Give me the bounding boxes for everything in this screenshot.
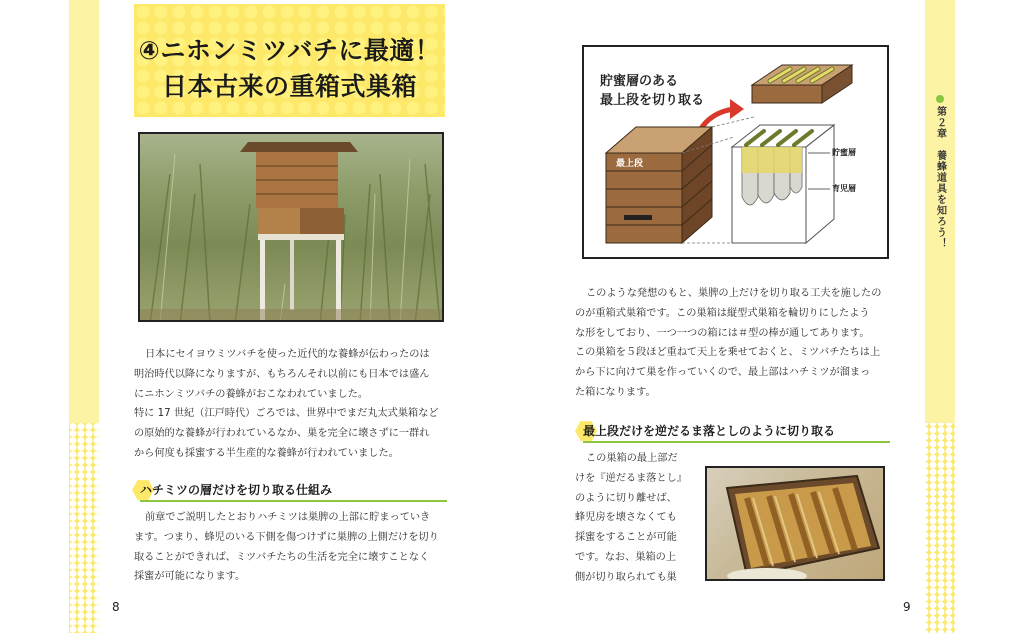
page-number-right: 9 [903,600,911,614]
text-line: のように切り離せば、 [575,492,677,504]
text-line: な形をしており、一つ一つの箱には＃型の棒が通してあります。 [575,327,870,339]
beehive-photo [138,132,444,322]
section-rule [140,500,447,502]
title-block [134,4,445,117]
text-line: た箱になります。 [575,386,656,398]
text-line: のが重箱式巣箱です。この巣箱は縦型式巣箱を輪切りにしたよう [575,307,870,319]
title-line-1: ④ニホンミツバチに最適！ [138,36,441,65]
right-intro-text [575,284,881,403]
section-title: ハチミツの層だけを切り取る仕組み [140,483,333,497]
left-intro-text [134,345,439,464]
text-line: 日本にセイヨウミツバチを使った近代的な養蜂が伝わったのは [145,349,430,360]
honeycomb-photo [705,466,885,581]
cutaway-box [732,125,856,243]
text-line: けを『逆だるま落とし』 [575,472,688,484]
right-section-text [575,449,687,588]
left-section-text [134,508,439,587]
box-label: 最上段 [616,159,644,169]
text-line: 蜂児房を壊さなくても [575,512,677,524]
page-number-left: 8 [112,600,120,614]
section-rule [583,441,890,443]
text-line: にニホンミツバチの養蜂がおこなわれていました。 [134,388,369,400]
text-line: から何度も採蜜する半生産的な養蜂が行われていました。 [134,447,399,459]
hive-diagram [582,45,889,259]
removed-top-box [752,65,852,103]
honey-layer-label: 貯蜜層 [832,148,856,157]
section-heading-left [132,479,447,501]
brood-layer-label: 育児層 [832,184,856,193]
diagram-callout-2: 最上段を切り取る [600,93,705,108]
text-line: ます。つまり、蜂児のいる下側を傷つけずに巣脾の上側だけを切り [134,531,439,543]
text-line: 特に 17 世紀（江戸時代）ごろでは、世界中でまだ丸太式巣箱など [134,408,439,420]
chapter-title: 第２章 養蜂道具を知ろう！ [934,106,946,249]
title-line-2: 日本古来の重箱式巣箱 [161,72,417,101]
honeycomb-pattern [69,423,99,633]
diagram-callout-1: 貯蜜層のある [600,74,679,89]
honeycomb-pattern [925,423,955,633]
text-line: 前章でご説明したとおりハチミツは巣脾の上部に貯まっていき [145,512,431,523]
text-line: このような発想のもと、巣脾の上だけを切り取る工夫を施したの [586,288,882,299]
text-line: 側が切り取られても巣 [575,571,677,583]
text-line: です。なお、巣箱の上 [575,551,677,563]
text-line: から下に向けて巣を作っていくので、最上部はハチミツが溜まっ [575,367,871,379]
text-line: の原始的な養蜂が行われているなか、巣を完全に壊さずに一群れ [134,428,430,440]
text-line: 採蜜が可能になります。 [134,571,246,583]
text-line: 採蜜をすることが可能 [575,532,677,544]
text-line: 取ることができれば、ミツバチたちの生活を完全に壊すことなく [134,551,430,563]
text-line: この巣箱を５段ほど重ねて天上を乗せておくと、ミツバチたちは上 [575,347,881,359]
stacked-hive [606,127,712,243]
section-title: 最上段だけを逆だるま落としのように切り取る [583,424,836,438]
chapter-label [925,95,955,249]
left-page-strip [69,0,99,633]
text-line: この巣箱の最上部だ [586,453,678,464]
section-heading-right [575,420,890,442]
chapter-bullet-icon [936,95,944,103]
text-line: 明治時代以降になりますが、もちろんそれ以前にも日本では盛ん [134,368,430,380]
